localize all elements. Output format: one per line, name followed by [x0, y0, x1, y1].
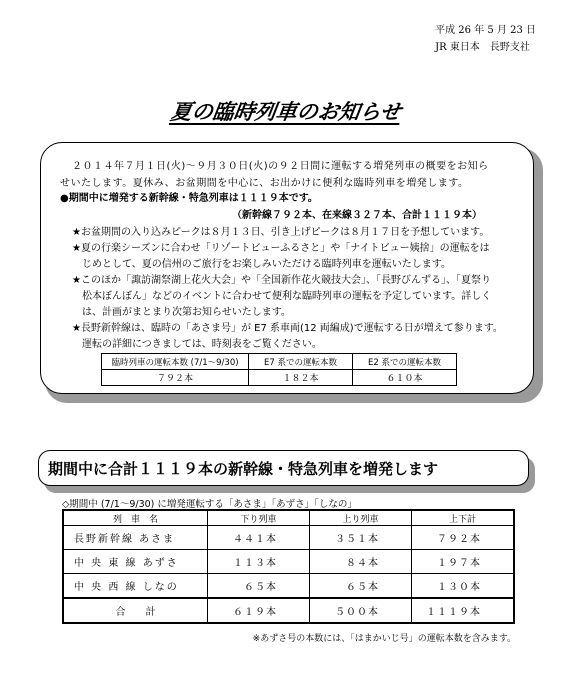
total-label: 合 計	[63, 598, 208, 623]
total-count: １１１９本	[412, 598, 515, 623]
down-count: ６５本	[208, 574, 310, 599]
summary-breakdown: （新幹線７９２本、在来線３２７本、合計１１１９本）	[232, 210, 482, 221]
summary-detail: 運転の詳細につきましては、時刻表をご覧ください。	[82, 339, 322, 350]
page-title: 夏の臨時列車のお知らせ	[168, 100, 403, 124]
total-count: ７９２本	[412, 526, 515, 550]
document-header	[435, 22, 536, 56]
train-name: 中 央 東 線 あずさ	[63, 550, 208, 574]
down-count: ４４１本	[208, 526, 310, 550]
issuer: JR 東日本 長野支社	[435, 42, 530, 53]
summary-bullet-4: ★長野新幹線は、臨時の「あさま号」が E7 系車両(12 両編成)で運転する日が増えて参ります。	[72, 323, 503, 334]
table-row	[63, 574, 514, 599]
mini-table-value: ６１０本	[353, 370, 457, 386]
up-count: ８４本	[310, 550, 412, 574]
table-header: 列 車 名	[63, 510, 208, 526]
total-count: １９７本	[412, 550, 515, 574]
train-table	[62, 509, 515, 624]
run-count-table	[101, 353, 457, 386]
down-count: ６１９本	[208, 598, 310, 623]
table-row	[63, 526, 514, 550]
mini-table-value: １８２本	[249, 370, 353, 386]
table-header: 上り列車	[310, 510, 412, 526]
total-count: １３０本	[412, 574, 515, 599]
footnote: ※あずさ号の本数には、「はまかいじ号」の運転本数を含みます。	[252, 634, 516, 644]
mini-table-header: 臨時列車の運転本数 (7/1～9/30)	[102, 354, 249, 370]
table-row	[63, 550, 514, 574]
table-caption: ◇期間中 (7/1～9/30) に増発運転する「あさま」「あずさ」「しなの」	[62, 499, 357, 510]
issue-date: 平成 26 年 5 月 23 日	[435, 25, 536, 36]
summary-headline: ●期間中に増発する新幹線・特急列車は１１１９本です。	[60, 193, 318, 204]
headline-band-text: 期間中に合計１１１９本の新幹線・特急列車を増発します	[48, 460, 439, 478]
summary-line-1: ２０１４年７月１日(火)～９月３０日(火)の９２日間に運転する増発列車の概要をお知ら	[72, 161, 489, 172]
summary-bullet-3-line-3: は、計画がまとまり次第お知らせいたします。	[82, 307, 291, 318]
train-name: 中 央 西 線 しなの	[63, 574, 208, 599]
up-count: ６５本	[310, 574, 412, 599]
mini-table-header: E2 系での運転本数	[353, 354, 457, 370]
summary-bullet-1: ★お盆期間の入り込みピークは８月１３日、引き上げピークは８月１７日を予想しています。	[72, 227, 490, 238]
up-count: ３５１本	[310, 526, 412, 550]
summary-bullet-3-line-2: 松本ぼんぼん」などのイベントに合わせて便利な臨時列車の運転を予定しています。詳しく	[82, 291, 492, 302]
summary-line-2: せいたします。夏休み、お盆期間を中心に、お出かけに便利な臨時列車を増発します。	[60, 178, 469, 189]
mini-table-value: ７９２本	[102, 370, 249, 386]
table-header: 上下計	[412, 510, 515, 526]
table-header: 下り列車	[208, 510, 310, 526]
table-total-row	[63, 598, 514, 623]
summary-bullet-3-line-1: ★このほか「諏訪湖祭湖上花火大会」や「全国新作花火競技大会」、「長野びんずる」、「夏祭り	[72, 275, 491, 286]
summary-bullet-2-line-2: じめとして、夏の信州のご旅行をお楽しみいただける臨時列車を運転いたします。	[82, 259, 451, 270]
train-name: 長野新幹線 あさま	[63, 526, 208, 550]
mini-table-header: E7 系での運転本数	[249, 354, 353, 370]
up-count: ５００本	[310, 598, 412, 623]
summary-bullet-2-line-1: ★夏の行楽シーズンに合わせ「リゾートビューふるさと」や「ナイトビュー姨捨」の運転をは	[72, 243, 490, 254]
down-count: １１３本	[208, 550, 310, 574]
